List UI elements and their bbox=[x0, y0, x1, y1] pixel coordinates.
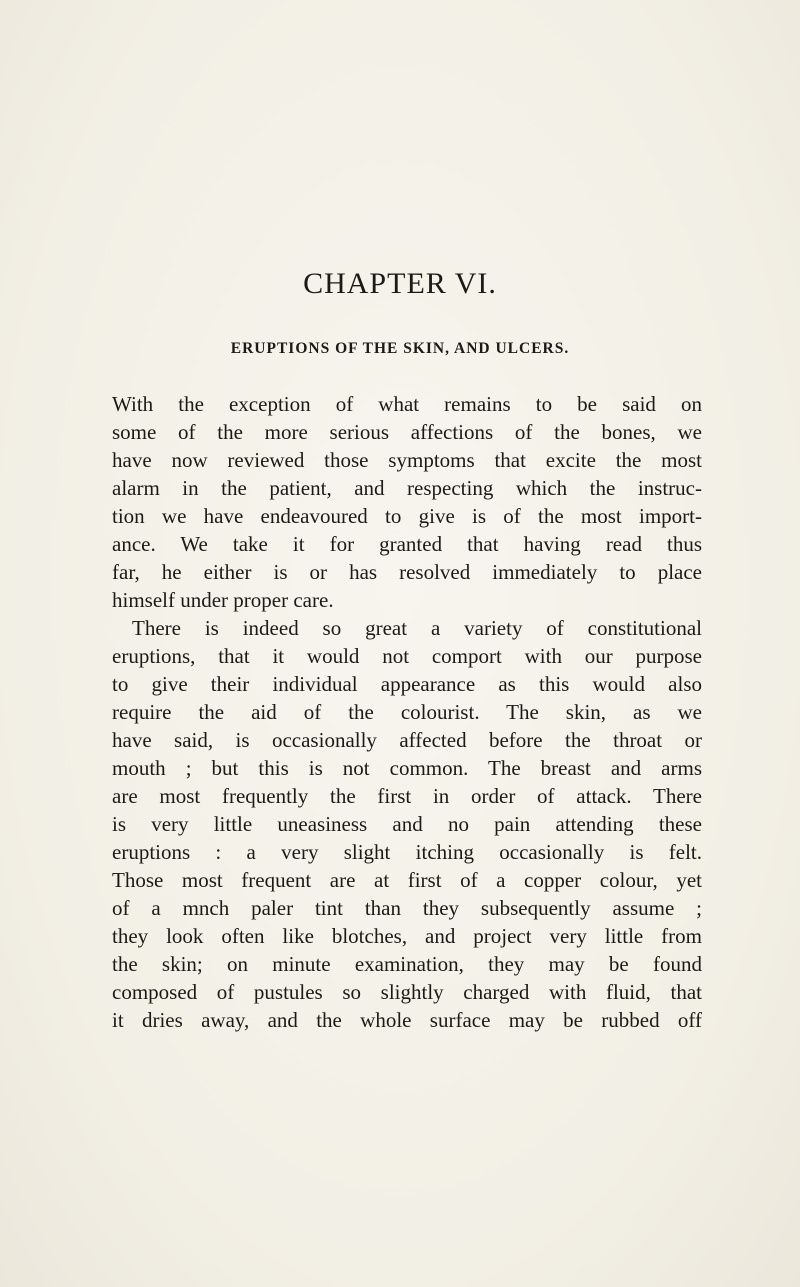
text-line: tion we have endeavoured to give is of the most import- bbox=[112, 504, 702, 528]
text-line: it dries away, and the whole surface may be rubbed off bbox=[112, 1008, 702, 1032]
chapter-title: CHAPTER VI. bbox=[303, 267, 497, 300]
text-line: is very little uneasiness and no pain attending these bbox=[112, 812, 702, 836]
text-line: composed of pustules so slightly charged with fluid, that bbox=[112, 980, 702, 1004]
text-line: some of the more serious affections of the bones, we bbox=[112, 420, 702, 444]
text-line: himself under proper care. bbox=[112, 588, 334, 612]
text-line: have said, is occasionally affected before the throat or bbox=[112, 728, 702, 752]
text-line: are most frequently the first in order of attack. There bbox=[112, 784, 702, 808]
text-line: of a mnch paler tint than they subsequently assume ; bbox=[112, 896, 702, 920]
text-line: they look often like blotches, and project very little from bbox=[112, 924, 702, 948]
text-line: eruptions, that it would not comport with our purpose bbox=[112, 644, 702, 668]
text-line: ance. We take it for granted that having read thus bbox=[112, 532, 702, 556]
text-line: Those most frequent are at first of a copper colour, yet bbox=[112, 868, 702, 892]
text-line: eruptions : a very slight itching occasionally is felt. bbox=[112, 840, 702, 864]
text-line: alarm in the patient, and respecting which the instruc- bbox=[112, 476, 702, 500]
text-line: require the aid of the colourist. The skin, as we bbox=[112, 700, 702, 724]
text-line: to give their individual appearance as this would also bbox=[112, 672, 702, 696]
section-heading: ERUPTIONS OF THE SKIN, AND ULCERS. bbox=[230, 340, 570, 357]
text-line: far, he either is or has resolved immediately to place bbox=[112, 560, 702, 584]
text-line: With the exception of what remains to be said on bbox=[112, 392, 702, 416]
text-line: the skin; on minute examination, they may be found bbox=[112, 952, 702, 976]
text-line: There is indeed so great a variety of constitutional bbox=[132, 616, 702, 640]
body-text bbox=[112, 390, 702, 1034]
text-line: have now reviewed those symptoms that excite the most bbox=[112, 448, 702, 472]
text-line: mouth ; but this is not common. The breast and arms bbox=[112, 756, 702, 780]
